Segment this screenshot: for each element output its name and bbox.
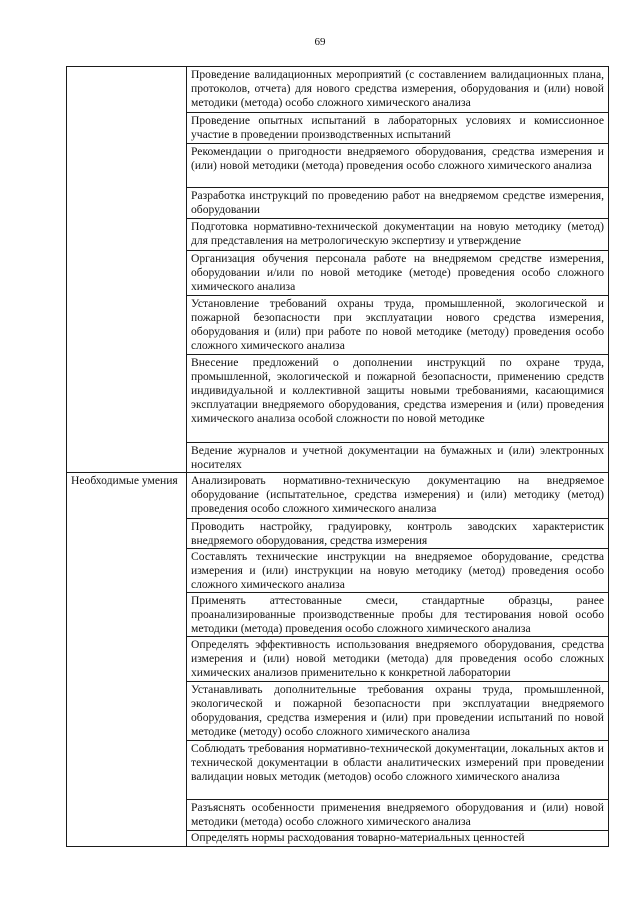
page-number: 69: [314, 36, 326, 48]
labor-action-text: Подготовка нормативно-технической документации на новую методику (метод) для представления на метрологическую экспертизу и утверждение: [187, 219, 609, 251]
requirements-table: [66, 66, 609, 847]
skill-text: Анализировать нормативно-техническую документацию на внедряемое оборудование (испытательное, средства измерения) и (или) методику (метод) проведения особо сложного химического анализа: [187, 473, 609, 519]
labor-action-text: Установление требований охраны труда, промышленной, экологической и пожарной безопасности при эксплуатации нового средства измерения, оборудования и (или) при работе по новой методике (методу) проведения особо сложного химического анализа: [187, 296, 609, 355]
skill-text: Составлять технические инструкции на внедряемое оборудование, средства измерения и (или) инструкции на новую методику (метод) проведения особо сложного химического анализа: [187, 549, 609, 593]
empty-label-cell: [67, 67, 187, 473]
skill-text: Проводить настройку, градуировку, контроль заводских характеристик внедряемого оборудования, средства измерения: [187, 519, 609, 549]
skill-text: Определять эффективность использования внедряемого оборудования, средства измерения и (или) новой методики (метода) для проведения особо сложных химических анализов применительно к конкретной лаборатории: [187, 637, 609, 682]
labor-action-text: Организация обучения персонала работе на внедряемом средстве измерения, оборудовании и/или по новой методике (методе) проведения особо сложного химического анализа: [187, 251, 609, 296]
skill-text: Соблюдать требования нормативно-технической документации, локальных актов и технической документации в области аналитических измерений при проведении валидации новых методик (методов) особо сложного химического анализа: [187, 741, 609, 800]
skill-text: Определять нормы расходования товарно-материальных ценностей: [187, 831, 609, 847]
skill-text: Применять аттестованные смеси, стандартные образцы, ранее проанализированные производственные пробы для тестирования новой особо методики (метода) проведения особо сложного химического анализа: [187, 593, 609, 637]
skill-text: Разъяснять особенности применения внедряемого оборудования и (или) новой методики (метода) особо сложного химического анализа: [187, 800, 609, 831]
labor-action-text: Разработка инструкций по проведению работ на внедряемом средстве измерения, оборудовании: [187, 188, 609, 219]
table-row: [67, 473, 609, 519]
table-row: [67, 67, 609, 113]
labor-action-text: Проведение валидационных мероприятий (с составлением валидационных плана, протоколов, отчета) для нового средства измерения, оборудования и (или) новой методики (метода) особо сложного химического анализа: [187, 67, 609, 113]
labor-action-text: Рекомендации о пригодности внедряемого оборудования, средства измерения и (или) новой методики (метода) проведения особо сложного химического анализа: [187, 144, 609, 188]
skills-label: Необходимые умения: [67, 473, 187, 847]
labor-action-text: Проведение опытных испытаний в лабораторных условиях и комиссионное участие в проведении производственных испытаний: [187, 113, 609, 144]
labor-action-text: Ведение журналов и учетной документации на бумажных и (или) электронных носителях: [187, 443, 609, 473]
skill-text: Устанавливать дополнительные требования охраны труда, промышленной, экологической и пожарной безопасности при эксплуатации внедряемого оборудования, средства измерения и (или) при проведении испытаний по новой методике (методу) особо сложного химического анализа: [187, 682, 609, 741]
labor-action-text: Внесение предложений о дополнении инструкций по охране труда, промышленной, экологической и пожарной безопасности, применению средств индивидуальной и коллективной защиты новыми требованиями, касающимися эксплуатации внедряемого оборудования, средства измерения и (или) проведения химического анализа особой сложности по новой методике: [187, 355, 609, 443]
